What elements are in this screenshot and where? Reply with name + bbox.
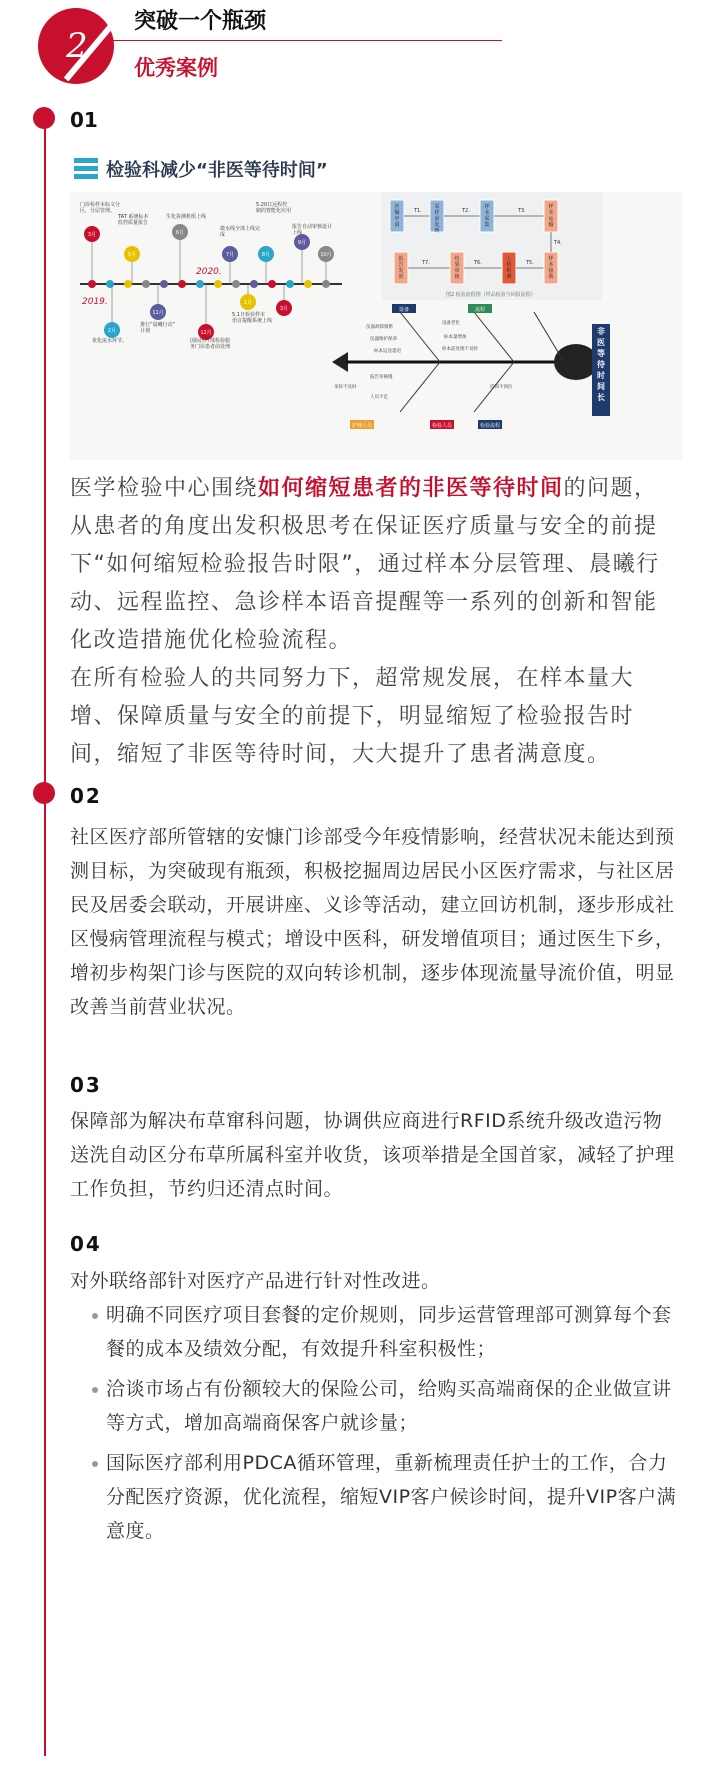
flow-node-char: 样 <box>548 256 554 262</box>
flow-node-label <box>398 255 403 280</box>
case-label-02: 02 <box>70 784 102 808</box>
fishbone-cause: 样本前处理不及时 <box>442 347 478 352</box>
section-number-badge <box>38 8 114 84</box>
flow-node-char: 放 <box>398 274 404 280</box>
timeline-event-bottom <box>140 321 176 334</box>
timeline-event-line: 5.20日远程控 <box>256 202 288 208</box>
timeline-year-2020: 2020. <box>196 267 222 277</box>
flow-step-label: T1. <box>414 208 422 214</box>
fish-tail <box>332 352 348 372</box>
figure-graphic <box>70 192 682 460</box>
timeline-event-line: 报告自动审核设计 <box>292 224 333 230</box>
fishbone-head-char: 间 <box>597 382 605 391</box>
flow-caption: 图2 检验流程图（样品检验与回报流程） <box>446 292 536 298</box>
header-divider <box>112 40 502 41</box>
timeline-month-label: 6月 <box>175 230 185 236</box>
flow-node-char: 申 <box>394 216 400 222</box>
timeline-event-line: 语音提醒系统上线 <box>232 318 273 324</box>
timeline-graphic <box>80 201 342 350</box>
flow-node-char: 样 <box>434 210 440 216</box>
timeline-month-label: 9月 <box>297 240 307 246</box>
flow-node-char: 嘱 <box>394 210 400 216</box>
fishbone-cause: 标本量增加 <box>444 335 467 340</box>
fishbone-category: 护理人员 <box>351 423 373 429</box>
timeline-month-label: 11月 <box>152 310 164 316</box>
fishbone-head-char: 等 <box>597 349 605 358</box>
case03-text: 保障部为解决布草窜科问题，协调供应商进行RFID系统升级改造污物送洗自动区分布草所属科室并收货，该项举措是全国首家，减轻了护理工作负担，节约归还清点时间。 <box>70 1110 675 1200</box>
timeline-event-top <box>256 201 291 214</box>
flow-node-char: 本 <box>548 210 554 216</box>
fishbone-cause: 仪器维护保养 <box>370 337 397 342</box>
flow-node-char: 样 <box>484 204 490 210</box>
flow-node-char: 样 <box>548 204 554 210</box>
timeline-event-line: TAT 系统标本 <box>118 214 149 220</box>
flow-node-char: 理 <box>434 228 440 234</box>
timeline-event-line: 计划 <box>140 328 151 334</box>
timeline-event-top <box>220 225 260 238</box>
timeline-event-line: 务门诊患者前处理 <box>190 344 231 350</box>
timeline-event-top <box>292 223 332 236</box>
fishbone-category: 检验人员 <box>431 423 453 429</box>
timeline-month-label: 5月 <box>127 252 137 258</box>
fishbone-bone <box>474 312 514 362</box>
flow-node-label <box>484 203 489 228</box>
fishbone-category: 流程 <box>474 307 486 313</box>
timeline-event-top <box>166 213 206 220</box>
timeline-event-line: 区，分层管理。 <box>80 208 116 214</box>
section-dot-01 <box>33 107 55 129</box>
timeline-month-label: 2月 <box>107 328 117 334</box>
flow-node-char: 测 <box>506 274 512 280</box>
timeline-event-bottom <box>190 337 230 350</box>
list-item: 洽谈市场占有份额较大的保险公司，给购买高端商保的企业做宣讲等方式，增加高端商保客户就诊量； <box>70 1372 680 1440</box>
case04-intro: 对外联络部针对医疗产品进行针对性改进。 <box>70 1270 441 1292</box>
flow-node-char: 检 <box>506 268 512 274</box>
section-header <box>0 0 720 110</box>
timeline-event-line: 上线 <box>292 230 303 236</box>
fishbone-head-char: 医 <box>597 338 605 347</box>
flow-step-label: T6. <box>474 260 482 266</box>
timeline-dot <box>286 280 294 288</box>
flow-node-char: 果 <box>454 262 460 268</box>
flow-node-char: 处 <box>434 222 440 228</box>
timeline-event-line: 优化流水环节。 <box>92 338 128 344</box>
fishbone-head-char: 长 <box>597 393 605 402</box>
case01-p1-highlight: 如何缩短患者的非医等待时间 <box>258 476 564 501</box>
flow-step-label: T7. <box>422 260 430 266</box>
case04-bullet-list <box>70 1298 680 1554</box>
timeline-month-label: 10月 <box>320 252 332 258</box>
timeline-dot <box>106 280 114 288</box>
figure-title-icon <box>74 158 98 182</box>
flow-step-label: T4. <box>554 240 562 246</box>
flow-node-char: 医 <box>394 204 400 210</box>
flow-node-char: 告 <box>398 262 404 268</box>
case01-paragraph1 <box>70 470 670 660</box>
fishbone-head-char: 待 <box>597 360 605 369</box>
fishbone-cause: 采样不及时 <box>334 385 357 390</box>
fishbone-head-label <box>597 326 605 402</box>
case-label-03: 03 <box>70 1073 102 1097</box>
flow-graphic <box>382 192 602 300</box>
fishbone-bone <box>400 312 440 362</box>
timeline-event-line: 5.1日检验样本 <box>232 312 265 318</box>
case01-paragraph2: 在所有检验人的共同努力下，超常规发展，在样本量大增、保障质量与安全的前提下，明显缩短了检验报告时间，缩短了非医等待时间，大大提升了患者满意度。 <box>70 666 635 767</box>
flow-node-label <box>506 255 511 280</box>
timeline-dot <box>178 280 186 288</box>
section-subtitle: 优秀案例 <box>134 56 218 80</box>
flow-node-char: 结 <box>454 256 460 262</box>
flow-node-char: 前 <box>434 216 440 222</box>
flow-node-label <box>548 255 553 280</box>
fish-head <box>554 344 598 380</box>
timeline-dot <box>142 280 150 288</box>
case-label-01: 01 <box>70 108 98 132</box>
timeline-event-line: 门诊检样本标文分 <box>80 202 121 208</box>
section-dot-02 <box>33 782 55 804</box>
fishbone-head-char: 时 <box>597 371 605 380</box>
flow-node-char: 采 <box>484 216 490 222</box>
timeline-month-label: 12月 <box>200 330 212 336</box>
timeline-dot <box>214 280 222 288</box>
timeline-dot <box>250 280 258 288</box>
flow-step-label: T2. <box>462 208 470 214</box>
fishbone-cause: 仪器故障频繁 <box>366 325 393 330</box>
section-number: 2 <box>66 26 88 66</box>
flow-node-char: 收 <box>548 274 554 280</box>
flow-node-char: 发 <box>398 268 404 274</box>
fishbone-cause: 人员不足 <box>370 395 388 400</box>
flow-node-char: 报 <box>398 256 404 262</box>
fishbone-graphic <box>332 304 610 429</box>
flow-node-char: 核 <box>454 274 460 280</box>
flow-node-label <box>434 203 439 234</box>
flow-node-char: 上 <box>506 256 512 262</box>
timeline-event-top <box>117 213 148 226</box>
fishbone-bone <box>534 312 564 362</box>
flow-node-char: 机 <box>506 262 512 268</box>
list-item: 明确不同医疗项目套餐的定价规则，同步运营管理部可测算每个套餐的成本及绩效分配，有效提升科室积极性； <box>70 1298 680 1366</box>
fishbone-category: 检验流程 <box>479 423 501 429</box>
flow-node-char: 本 <box>484 210 490 216</box>
fishbone-head-char: 非 <box>597 327 605 336</box>
fishbone-category: 设备 <box>398 307 410 313</box>
fishbone-cause: 标本运送延迟 <box>374 349 401 354</box>
flow-node-char: 请 <box>394 222 400 228</box>
timeline-event-line: 监控质量报告 <box>118 220 149 226</box>
timeline-event-top <box>80 201 120 214</box>
timeline-month-label: 8月 <box>261 252 271 258</box>
fishbone-cause: 报告审核慢 <box>370 375 393 380</box>
timeline-dot <box>196 280 204 288</box>
timeline-dot <box>232 280 240 288</box>
fishbone-cause: 设备老化 <box>442 321 460 326</box>
timeline-rail <box>44 116 46 1756</box>
timeline-month-label: 7月 <box>225 252 235 258</box>
case01-p1-after: 的问题，从患者的角度出发积极思考在保证医疗质量与安全的前提下“如何缩短检验报告时限”，通过样本分层管理、晨曦行动、远程监控、急诊样本语音提醒等一系列的创新和智能化改造措施优化检验流程。 <box>70 476 660 653</box>
flow-node-char: 输 <box>548 222 554 228</box>
flow-node-char: 接 <box>548 268 554 274</box>
timeline-event-line: 微水线全部上线完 <box>220 226 261 232</box>
flow-node-char: 采 <box>434 204 440 210</box>
flow-node-char: 本 <box>548 262 554 268</box>
list-item: 国际医疗部利用PDCA循环管理，重新梳理责任护士的工作，合力分配医疗资源，优化流程，缩短VIP客户候诊时间，提升VIP客户满意度。 <box>70 1446 680 1548</box>
flow-step-label: T3. <box>518 208 526 214</box>
flow-step-label: T5. <box>526 260 534 266</box>
timeline-month-label: 1月 <box>243 300 253 306</box>
timeline-dot <box>304 280 312 288</box>
timeline-event-line: 生化拼测机组上线 <box>166 214 207 220</box>
case01-p1-before: 医学检验中心围绕 <box>70 476 259 501</box>
timeline-dot <box>268 280 276 288</box>
timeline-month-label: 3月 <box>87 232 97 238</box>
flow-node-label <box>394 203 399 228</box>
timeline-event-line: 制的智能化应用 <box>256 208 292 214</box>
flow-node-char: 集 <box>484 222 490 228</box>
timeline-event-line: 成 <box>220 232 226 238</box>
lab-improvement-figure <box>70 192 682 460</box>
timeline-event-bottom <box>232 311 272 324</box>
timeline-event-bottom <box>92 337 127 344</box>
flow-node-char: 运 <box>548 216 554 222</box>
timeline-dot <box>160 280 168 288</box>
timeline-year-2019: 2019. <box>82 297 108 307</box>
timeline-month-label: 3月 <box>279 306 289 312</box>
section-title: 突破一个瓶颈 <box>134 9 267 34</box>
figure-title: 检验科减少“非医等待时间” <box>106 160 328 181</box>
fishbone-bone <box>400 362 440 412</box>
case02-text: 社区医疗部所管辖的安慷门诊部受今年疫情影响，经营状况未能达到预测目标，为突破现有瓶颈，积极挖掘周边居民小区医疗需求，与社区居民及居委会联动，开展讲座、义诊等活动，建立回访机制，逐步形成社区慢病管理流程与模式；增设中医科，研发增值项目；通过医生下乡，增初步构架门诊与医院的双向转诊机制，逐步体现流量导流价值，明显改善当前营业状况。 <box>70 826 675 1018</box>
case-label-04: 04 <box>70 1232 102 1256</box>
flow-node-char: 审 <box>454 268 460 274</box>
fishbone-cause: 培训不到位 <box>490 385 513 390</box>
timeline-event-line: 推行“晨曦行动” <box>140 322 176 328</box>
timeline-event-line: 国际医疗部检验服 <box>190 338 231 344</box>
timeline-dot <box>124 280 132 288</box>
